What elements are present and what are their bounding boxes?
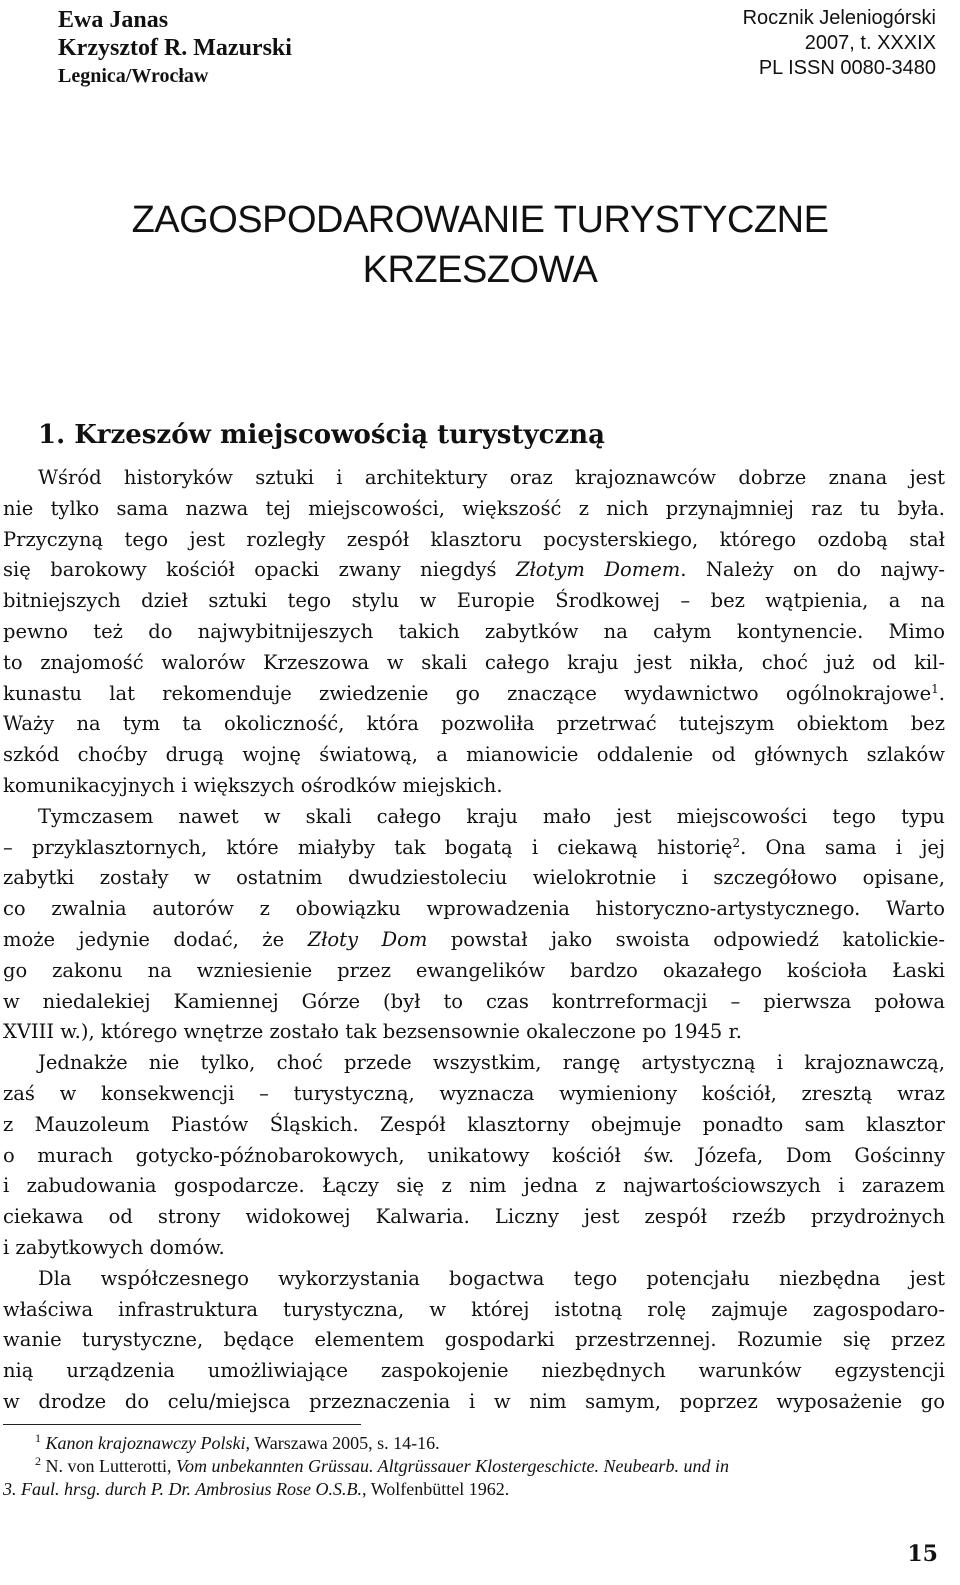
text-line: Waży na tym ta okoliczność, która pozwoliła przetrwać tutejszym obiektom bez xyxy=(3,712,945,736)
text-line xyxy=(3,555,945,586)
text-line: o murach gotycko-późnobarokowych, unikatowy kościół św. Józefa, Dom Gościnny xyxy=(3,1143,945,1167)
text-line: i zabudowania gospodarcze. Łączy się z nim jedna z najwartościowszych i zarazem xyxy=(3,1174,945,1198)
author-name: Krzysztof R. Mazurski xyxy=(58,35,292,61)
footnote-number: 1 xyxy=(35,1431,41,1445)
text-line: Wśród historyków sztuki i architektury oraz krajoznawców dobrze znana jest xyxy=(38,466,945,489)
text-line: i zabytkowych domów. xyxy=(3,1235,225,1259)
article-title xyxy=(0,195,960,295)
text-line: wanie turystyczne, będące elementem gospodarki przestrzennej. Rozumie się przez xyxy=(3,1328,945,1352)
text-line: zaś w konsekwencji – turystyczną, wyznacza wymieniony kościół, zresztą wraz xyxy=(3,1081,945,1105)
footnote xyxy=(3,1432,947,1455)
text-line: z Mauzoleum Piastów Śląskich. Zespół klasztorny obejmuje ponadto sam klasztor xyxy=(3,1112,945,1136)
author-name: Ewa Janas xyxy=(58,7,169,33)
journal-name: Rocznik Jeleniogórski xyxy=(742,7,936,29)
text-line: co zwalnia autorów z obowiązku wprowadzenia historyczno-artystycznego. Warto xyxy=(3,897,945,921)
text-line: Przyczyną tego jest rozległy zespół klasztoru pocysterskiego, którego ozdobą stał xyxy=(3,527,945,551)
text-line: Dla współczesnego wykorzystania bogactwa tego potencjału niezbędna jest xyxy=(38,1266,945,1290)
text-run: . xyxy=(938,681,945,705)
text-line: bitniejszych dzieł sztuki tego stylu w Europie Środkowej – bez wątpienia, a na xyxy=(3,589,945,613)
footnote-ref: 2 xyxy=(732,835,741,850)
text-line: ciekawa od strony widokowej Kalwaria. Liczny jest zespół rzeźb przydrożnych xyxy=(3,1205,945,1229)
text-line: Tymczasem nawet w skali całego kraju mało jest miejscowości tego typu xyxy=(38,804,945,828)
body-text xyxy=(3,463,945,1418)
text-line: to znajomość walorów Krzeszowa w skali całego kraju jest nikła, choć już od kil- xyxy=(3,650,945,674)
text-line xyxy=(3,833,945,864)
text-run: . Ona sama i jej xyxy=(740,835,945,859)
text-line: właściwa infrastruktura turystyczna, w której istotną rolę zajmuje zagospodaro- xyxy=(3,1297,945,1321)
footnote-text: , Warszawa 2005, s. 14-16. xyxy=(245,1433,440,1453)
footnote-ref: 1 xyxy=(931,681,939,696)
text-line: szkód choćby drugą wojnę światową, a mianowicie oddalenie od głównych szlaków xyxy=(3,743,945,767)
text-line: nią urządzenia umożliwiające zaspokojenie niezbędnych warunków egzystencji xyxy=(3,1359,945,1383)
italic-term: Złoty Dom xyxy=(307,927,428,951)
text-line: w niedalekiej Kamiennej Górze (był to czas kontrreformacji – pierwsza połowa xyxy=(3,989,945,1013)
text-line: Jednakże nie tylko, choć przede wszystkim, rangę artystyczną i krajoznawczą, xyxy=(38,1051,945,1075)
journal-block xyxy=(576,6,936,81)
footnote-title: Vom unbekannten Grüssau. Altgrüssauer Klostergeschicte. Neubearb. und in xyxy=(175,1456,729,1476)
journal-volume: 2007, t. XXXIX xyxy=(804,32,936,54)
author-affiliation: Legnica/Wrocław xyxy=(58,65,209,87)
footnote-continuation xyxy=(3,1478,947,1501)
section-heading: 1. Krzeszów miejscowością turystyczną xyxy=(38,420,605,450)
text-line: zabytki zostały w ostatnim dwudziestoleciu wielokrotnie i szczegółowo opisane, xyxy=(3,866,945,890)
text-run: może jedynie dodać, że xyxy=(3,927,308,951)
text-line: XVIII w.), którego wnętrze zostało tak bezsensownie okaleczone po 1945 r. xyxy=(3,1020,742,1044)
text-line: go zakonu na wzniesienie przez ewangelików bardzo okazałego kościoła Łaski xyxy=(3,958,945,982)
text-run: kunastu lat rekomenduje zwiedzenie go znaczące wydawnictwo ogólnokrajowe xyxy=(3,681,932,705)
footnote-separator xyxy=(3,1424,361,1425)
text-run: . Należy on do najwy- xyxy=(680,558,945,582)
author-block xyxy=(58,6,418,90)
text-run: powstał jako swoista odpowiedź katolickie- xyxy=(427,927,945,951)
text-line xyxy=(3,679,945,710)
text-line: w drodze do celu/miejsca przeznaczenia i w nim samym, poprzez wyposażenie go xyxy=(3,1389,945,1413)
footnote xyxy=(3,1455,947,1478)
page-number: 15 xyxy=(907,1541,938,1567)
italic-term: Złotym Domem xyxy=(515,558,681,582)
text-line: komunikacyjnych i większych ośrodków miejskich. xyxy=(3,773,503,797)
footnote-text: N. von Lutterotti, xyxy=(41,1456,176,1476)
footnote-text: , Wolfenbüttel 1962. xyxy=(362,1479,510,1499)
journal-issn: PL ISSN 0080-3480 xyxy=(758,57,936,79)
text-run: się barokowy kościół opacki zwany niegdyś xyxy=(3,558,516,582)
text-line: nie tylko sama nazwa tej miejscowości, większość z nich przynajmniej raz tu była. xyxy=(3,496,945,520)
text-line xyxy=(3,925,945,956)
title-line: ZAGOSPODAROWANIE TURYSTYCZNE xyxy=(131,199,829,241)
text-line: pewno też do najwybitnijeszych takich zabytków na całym kontynencie. Mimo xyxy=(3,619,945,643)
footnote-number: 2 xyxy=(35,1454,41,1468)
text-run: – przyklasztornych, które miałyby tak bogatą i ciekawą historię xyxy=(3,835,733,859)
footnotes xyxy=(3,1432,947,1501)
title-line: KRZESZOWA xyxy=(362,249,598,291)
footnote-title: 3. Faul. hrsg. durch P. Dr. Ambrosius Rose O.S.B. xyxy=(3,1479,363,1499)
footnote-title: Kanon krajoznawczy Polski xyxy=(45,1433,246,1453)
